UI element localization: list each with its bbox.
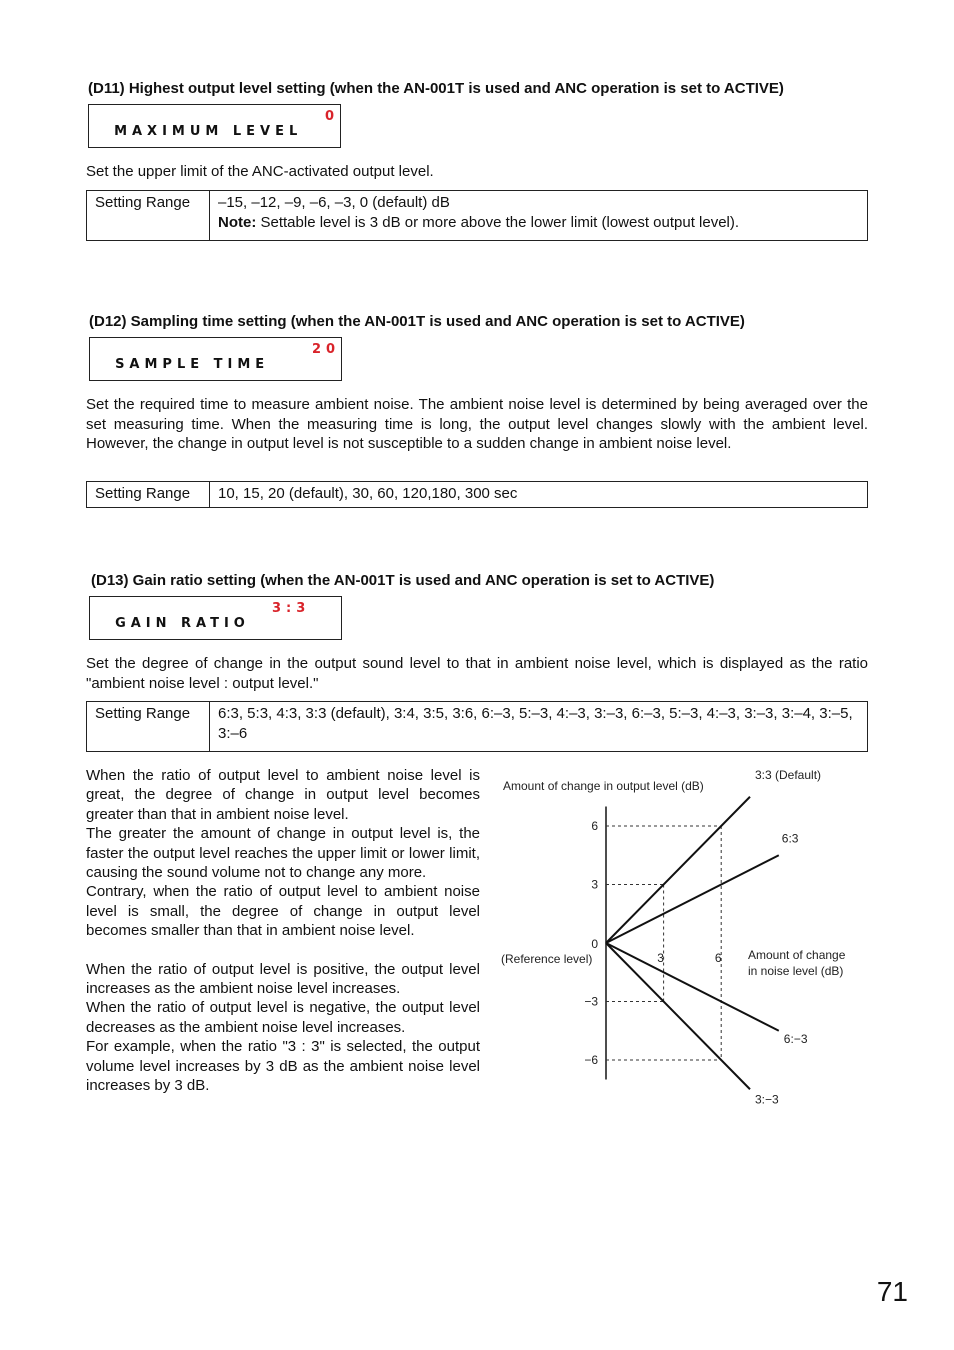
chart-series-line (606, 943, 750, 1089)
chart-series-line (606, 855, 779, 943)
d11-description: Set the upper limit of the ANC-activated output level. (86, 163, 434, 180)
d12-description: Set the required time to measure ambient noise. The ambient noise level is determined by being averaged over the set measuring time. When the measuring time is long, the output level changes slowly with the ambient level. However, the change in output level is not susceptible to a sudden change in ambient noise level. (86, 396, 868, 452)
d12-range-value: 10, 15, 20 (default), 30, 60, 120,180, 300 sec (210, 482, 868, 508)
d12-lcd-label: SAMPLE TIME (115, 357, 270, 372)
chart-ylabel: Amount of change in output level (dB) (503, 779, 704, 793)
chart-series-label: 3:−3 (755, 1092, 779, 1107)
explanation-paragraph-1: When the ratio of output level to ambient noise level is great, the degree of change in output level becomes greater than that in ambient noise level. (86, 767, 480, 823)
d13-description: Set the degree of change in the output sound level to that in ambient noise level, which is displayed as the ratio "ambient noise level : output level." (86, 655, 868, 692)
chart-series-label: 6:−3 (783, 1031, 808, 1046)
d11-lcd-value: 0 (325, 109, 340, 124)
d13-explanation (86, 766, 480, 1096)
d12-range-label: Setting Range (87, 482, 210, 508)
d13-range-value: 6:3, 5:3, 4:3, 3:3 (default), 3:4, 3:5, 3:6, 6:–3, 5:–3, 4:–3, 3:–3, 6:–3, 5:–3, 4:–3, 3:–3, 3:–4, 3:–5, 3:–6 (210, 702, 868, 752)
page-number: 71 (876, 1276, 908, 1307)
chart-x-tick-label: 6 (714, 951, 722, 965)
d11-range-label: Setting Range (87, 191, 210, 241)
d11-range-value: –15, –12, –9, –6, –3, 0 (default) dB (218, 194, 450, 211)
gain-ratio-chart (495, 770, 865, 1110)
d13-lcd-display (89, 596, 342, 640)
d12-heading: (D12) Sampling time setting (when the AN-001T is used and ANC operation is set to ACTIVE) (89, 313, 745, 330)
chart-y-tick-label: −3 (584, 994, 598, 1009)
d11-heading: (D11) Highest output level setting (when the AN-001T is used and ANC operation is set to ACTIVE) (88, 80, 784, 97)
chart-xlabel-line2: in noise level (dB) (748, 964, 844, 978)
chart-y-tick-label: 6 (591, 819, 598, 833)
d13-range-label: Setting Range (87, 702, 210, 752)
d11-note-label: Note: (218, 214, 257, 231)
explanation-paragraph-3: Contrary, when the ratio of output level to ambient noise level is small, the degree of change in output level becomes smaller than that in ambient noise level. (86, 883, 480, 940)
d12-lcd-display (89, 337, 342, 381)
d13-heading: (D13) Gain ratio setting (when the AN-001T is used and ANC operation is set to ACTIVE) (91, 572, 715, 589)
chart-series-label: 3:3 (Default) (755, 770, 822, 782)
chart-y-tick-label: −6 (584, 1053, 598, 1067)
d13-lcd-label: GAIN RATIO (115, 616, 250, 631)
chart-xlabel-line1: Amount of change (748, 948, 846, 962)
d11-range-cell (210, 191, 868, 241)
explanation-paragraph-4: When the ratio of output level is positive, the output level increases as the ambient noise level increases. (86, 960, 480, 998)
explanation-paragraph-5: When the ratio of output level is negative, the output level decreases as the ambient noise level increases. (86, 999, 480, 1036)
d11-note (218, 213, 859, 233)
d13-range-table (86, 701, 868, 752)
d11-note-text: Settable level is 3 dB or more above the lower limit (lowest output level). (256, 214, 740, 231)
chart-series-label: 6:3 (781, 831, 799, 846)
chart-series-line (606, 797, 750, 943)
d11-range-table (86, 190, 868, 241)
d13-lcd-value: 3:3 (272, 601, 311, 616)
chart-origin-label: 0 (591, 937, 598, 951)
d11-lcd-label: MAXIMUM LEVEL (114, 124, 303, 139)
chart-x-tick-label: 3 (657, 951, 664, 965)
chart-y-tick-label: 3 (591, 877, 598, 892)
d11-lcd-display (88, 104, 341, 148)
chart-reference-label: (Reference level) (501, 952, 593, 966)
d12-range-table (86, 481, 868, 508)
d12-lcd-value: 20 (312, 342, 341, 357)
explanation-paragraph-2: The greater the amount of change in output level is, the faster the output level reaches the upper limit or lower limit, causing the sound volume not to change any more. (86, 825, 480, 882)
explanation-paragraph-6: For example, when the ratio "3 : 3" is selected, the output volume level increases by 3 dB as the ambient noise level increases by 3 dB. (86, 1038, 480, 1095)
